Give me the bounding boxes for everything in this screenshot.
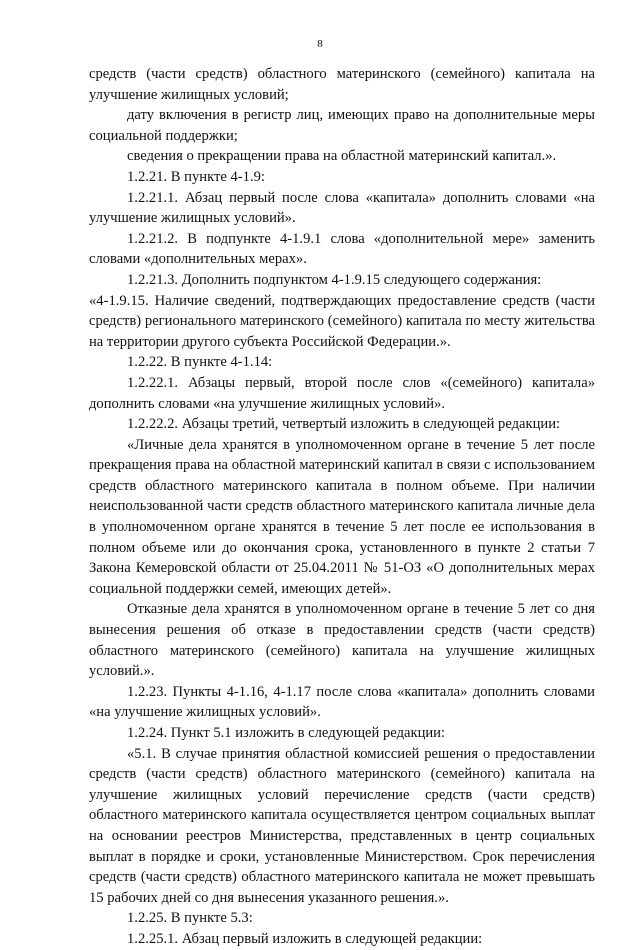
paragraph-16: «5.1. В случае принятия областной комиссией решения о предоставлении средств (части средств) областного материнского (семейного) капитала на улучшение жилищных условий перечисление средств (части средств) областного материнского капитала осуществляется центром социальных выплат на основании реестров Министерства, представленных в центр социальных выплат в порядке и сроки, установленные Министерством. Срок перечисления средств (части средств) областного материнского капитала не может превышать 15 рабочих дней со дня вынесения указанного решения.». <box>89 745 595 906</box>
paragraph-13: Отказные дела хранятся в уполномоченном органе в течение 5 лет со дня вынесения решения об отказе в предоставлении средств (части средств) областного материнского (семейного) капитала на улучшение жилищных условий.». <box>89 601 595 680</box>
paragraph-2: дату включения в регистр лиц, имеющих право на дополнительные меры социальной поддержки; <box>89 107 595 144</box>
paragraph-9: 1.2.22. В пункте 4-1.14: <box>127 354 273 371</box>
paragraph-5: 1.2.21.1. Абзац первый после слова «капитала» дополнить словами «на улучшение жилищных условий». <box>89 189 595 227</box>
page-number: 8 <box>317 38 323 50</box>
paragraph-15: 1.2.24. Пункт 5.1 изложить в следующей редакции: <box>127 725 446 741</box>
paragraph-4: 1.2.21. В пункте 4-1.9: <box>127 168 265 185</box>
document-body <box>89 64 595 950</box>
paragraph-17: 1.2.25. В пункте 5.3: <box>127 910 253 927</box>
paragraph-6: 1.2.21.2. В подпункте 4-1.9.1 слова «дополнительной мере» заменить словами «дополнительных мерах». <box>89 230 595 268</box>
paragraph-3: сведения о прекращении права на областной материнский капитал.». <box>127 148 557 165</box>
paragraph-18: 1.2.25.1. Абзац первый изложить в следующей редакции: <box>127 930 483 947</box>
paragraph-11: 1.2.22.2. Абзацы третий, четвертый изложить в следующей редакции: <box>127 416 561 433</box>
paragraph-8: «4-1.9.15. Наличие сведений, подтверждающих предоставление средств (части средств) регионального материнского (семейного) капитала по месту жительства на территории другого субъекта Российской Федерации.». <box>89 292 595 350</box>
paragraph-7: 1.2.21.3. Дополнить подпунктом 4-1.9.15 следующего содержания: <box>127 271 542 288</box>
paragraph-1: средств (части средств) областного материнского (семейного) капитала на улучшение жилищных условий; <box>89 66 595 103</box>
paragraph-12: «Личные дела хранятся в уполномоченном органе в течение 5 лет после прекращения права на областной материнский капитал в связи с использованием средств областного материнского капитала в полном объеме. При наличии неиспользованной части средств областного материнского капитала личные дела в уполномоченном органе хранятся в течение 5 лет после ее использования в полном объеме или до окончания срока, установленного в пункте 2 статьи 7 Закона Кемеровской области от 25.04.2011 № 51-ОЗ «О дополнительных мерах социальной поддержки семей, имеющих детей». <box>89 436 595 597</box>
paragraph-14: 1.2.23. Пункты 4-1.16, 4-1.17 после слова «капитала» дополнить словами «на улучшение жилищных условий». <box>89 683 595 721</box>
paragraph-10: 1.2.22.1. Абзацы первый, второй после слов «(семейного) капитала» дополнить словами «на улучшение жилищных условий». <box>89 374 595 412</box>
